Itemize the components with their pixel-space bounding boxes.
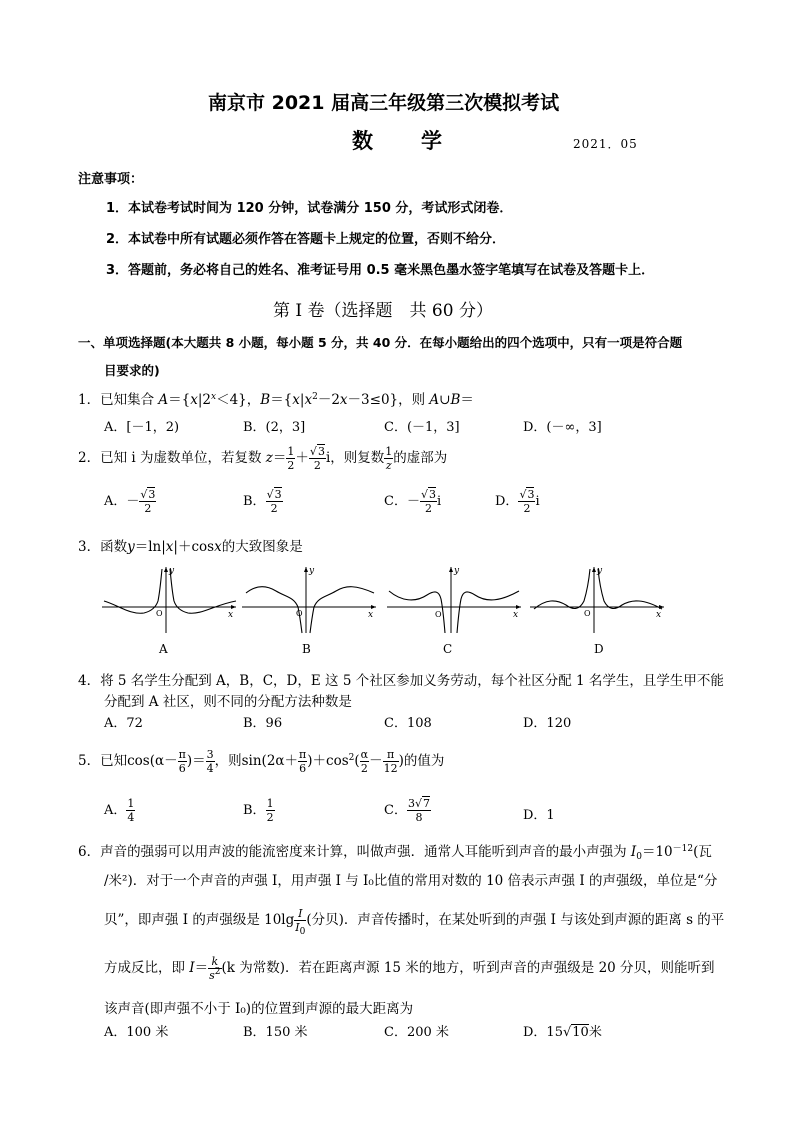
q1-option-b: B．(2，3] <box>243 420 306 435</box>
q4-option-a: A．72 <box>104 716 143 731</box>
svg-text:O: O <box>584 609 591 618</box>
svg-text:O: O <box>296 609 303 618</box>
question-4-line2: 分配到 A 社区，则不同的分配方法种数是 <box>104 694 352 710</box>
question-number: 4． <box>78 673 101 689</box>
q4-option-b: B．96 <box>243 716 283 731</box>
q4-option-c: C．108 <box>384 716 432 731</box>
part-instructions-line1: 一、单项选择题(本大题共 8 小题，每小题 5 分，共 40 分．在每小题给出的四个选项中，只有一项是符合题 <box>78 335 683 350</box>
q3-graph-a <box>100 563 240 635</box>
svg-text:y: y <box>309 566 315 576</box>
q3-graph-b <box>240 563 380 635</box>
note-item-2: 2．本试卷中所有试题必须作答在答题卡上规定的位置，否则不给分． <box>106 232 506 247</box>
question-number: 5． <box>78 753 101 769</box>
question-6-line4: 方成反比，即 I＝ $\frac{k}{s^2}$ (k 为常数)．若在距离声源 15 米的地方，听到声音的声强级是 20 分贝，则能听到 <box>104 955 715 982</box>
svg-text:x: x <box>513 610 519 620</box>
question-2: 2．已知 i 为虚数单位，若复数 z＝ $\frac{1}{2}$ ＋ $\frac{√3}{2}$ i，则复数 $\frac{1}{z}$ 的虚部为 <box>78 445 448 472</box>
svg-text:x: x <box>656 610 662 620</box>
q1-option-a: A．[－1，2) <box>104 420 180 435</box>
q3-graph-label-a: A <box>159 642 168 656</box>
question-6-line3: 贝”，即声强 I 的声强级是 10lg $\frac{I}{I_0}$ (分贝)．声音传播时，在某处听到的声强 I 与该处到声源的距离 s 的平 <box>104 907 725 937</box>
q6-option-d: D．15√10米 <box>523 1025 602 1040</box>
q3-graph-c <box>385 563 525 635</box>
exam-title: 南京市 2021 届高三年级第三次模拟考试 <box>208 92 560 114</box>
question-number: 1． <box>78 392 101 408</box>
part-instructions-line2: 目要求的) <box>104 363 160 378</box>
notes-heading: 注意事项： <box>78 172 144 187</box>
question-6: 6．声音的强弱可以用声波的能流密度来计算，叫做声强．通常人耳能听到声音的最小声强为 $I_0=10^{-12}$(瓦 <box>78 844 712 862</box>
svg-text:O: O <box>435 610 442 619</box>
question-6-line2: /米²)．对于一个声音的声强 I，用声强 I 与 I₀比值的常用对数的 10 倍表示声强 I 的声强级，单位是“分 <box>104 873 718 889</box>
q6-option-a: A．100 米 <box>104 1025 169 1040</box>
q2-option-a: A．－ $\frac{√3}{2}$ <box>104 488 156 515</box>
question-5: 5．已知cos(α－ $\frac{\pi}{6}$ )＝ $\frac{3}{4}$ ，则sin(2α＋ $\frac{\pi}{6}$ )$+\cos^2$( $\frac{\alpha}{2}$ － $\frac{\pi}{12}$ )的值为 <box>78 748 445 775</box>
svg-text:y: y <box>454 566 460 576</box>
q1-option-d: D．(－∞，3] <box>523 420 602 435</box>
note-item-3: 3．答题前，务必将自己的姓名、准考证号用 0.5 毫米黑色墨水签字笔填写在试卷及答题卡上． <box>106 263 655 278</box>
subject-title: 数 学 <box>352 129 444 153</box>
q5-option-a: A． $\frac{1}{4}$ <box>104 797 135 824</box>
q2-option-c: C．－ $\frac{√3}{2}$ i <box>384 488 442 515</box>
exam-date: 2021．05 <box>573 137 638 151</box>
svg-text:x: x <box>368 610 374 620</box>
q3-graph-label-d: D <box>594 642 604 656</box>
svg-text:y: y <box>169 566 175 576</box>
question-number: 6． <box>78 844 101 860</box>
section-title: 第 I 卷（选择题 共 60 分） <box>273 301 493 321</box>
q6-option-c: C．200 米 <box>384 1025 449 1040</box>
q5-option-c: C． $\frac{3√7}{8}$ <box>384 797 430 824</box>
note-item-1: 1．本试卷考试时间为 120 分钟，试卷满分 150 分，考试形式闭卷． <box>106 201 513 216</box>
q5-option-b: B． $\frac{1}{2}$ <box>243 797 274 824</box>
q6-option-b: B．150 米 <box>243 1025 308 1040</box>
question-number: 2． <box>78 450 101 466</box>
q2-option-d: D． $\frac{√3}{2}$ i <box>495 488 540 515</box>
question-3: 3．函数y＝ln|x|＋cosx的大致图象是 <box>78 539 303 555</box>
question-number: 3． <box>78 539 101 555</box>
q3-graph-label-b: B <box>302 642 311 656</box>
svg-text:x: x <box>228 610 234 620</box>
q4-option-d: D．120 <box>523 716 572 731</box>
q3-graph-d <box>528 563 668 635</box>
svg-text:y: y <box>597 566 603 576</box>
question-4: 4．将 5 名学生分配到 A，B，C，D，E 这 5 个社区参加义务劳动，每个社区分配 1 名学生，且学生甲不能 <box>78 673 724 689</box>
question-1: 1．已知集合 $A=\{x|2^x<4\}$，$B=\{x|x^2-2x-3\le 0\}$，则 A∪B＝ <box>78 392 474 408</box>
q5-option-d: D．1 <box>523 808 555 823</box>
svg-text:O: O <box>156 609 163 618</box>
q2-option-b: B． $\frac{√3}{2}$ <box>243 488 282 515</box>
question-6-line5: 该声音(即声强不小于 I₀)的位置到声源的最大距离为 <box>104 1001 414 1017</box>
q3-graph-label-c: C <box>443 642 453 656</box>
q1-option-c: C．(－1，3] <box>384 420 460 435</box>
